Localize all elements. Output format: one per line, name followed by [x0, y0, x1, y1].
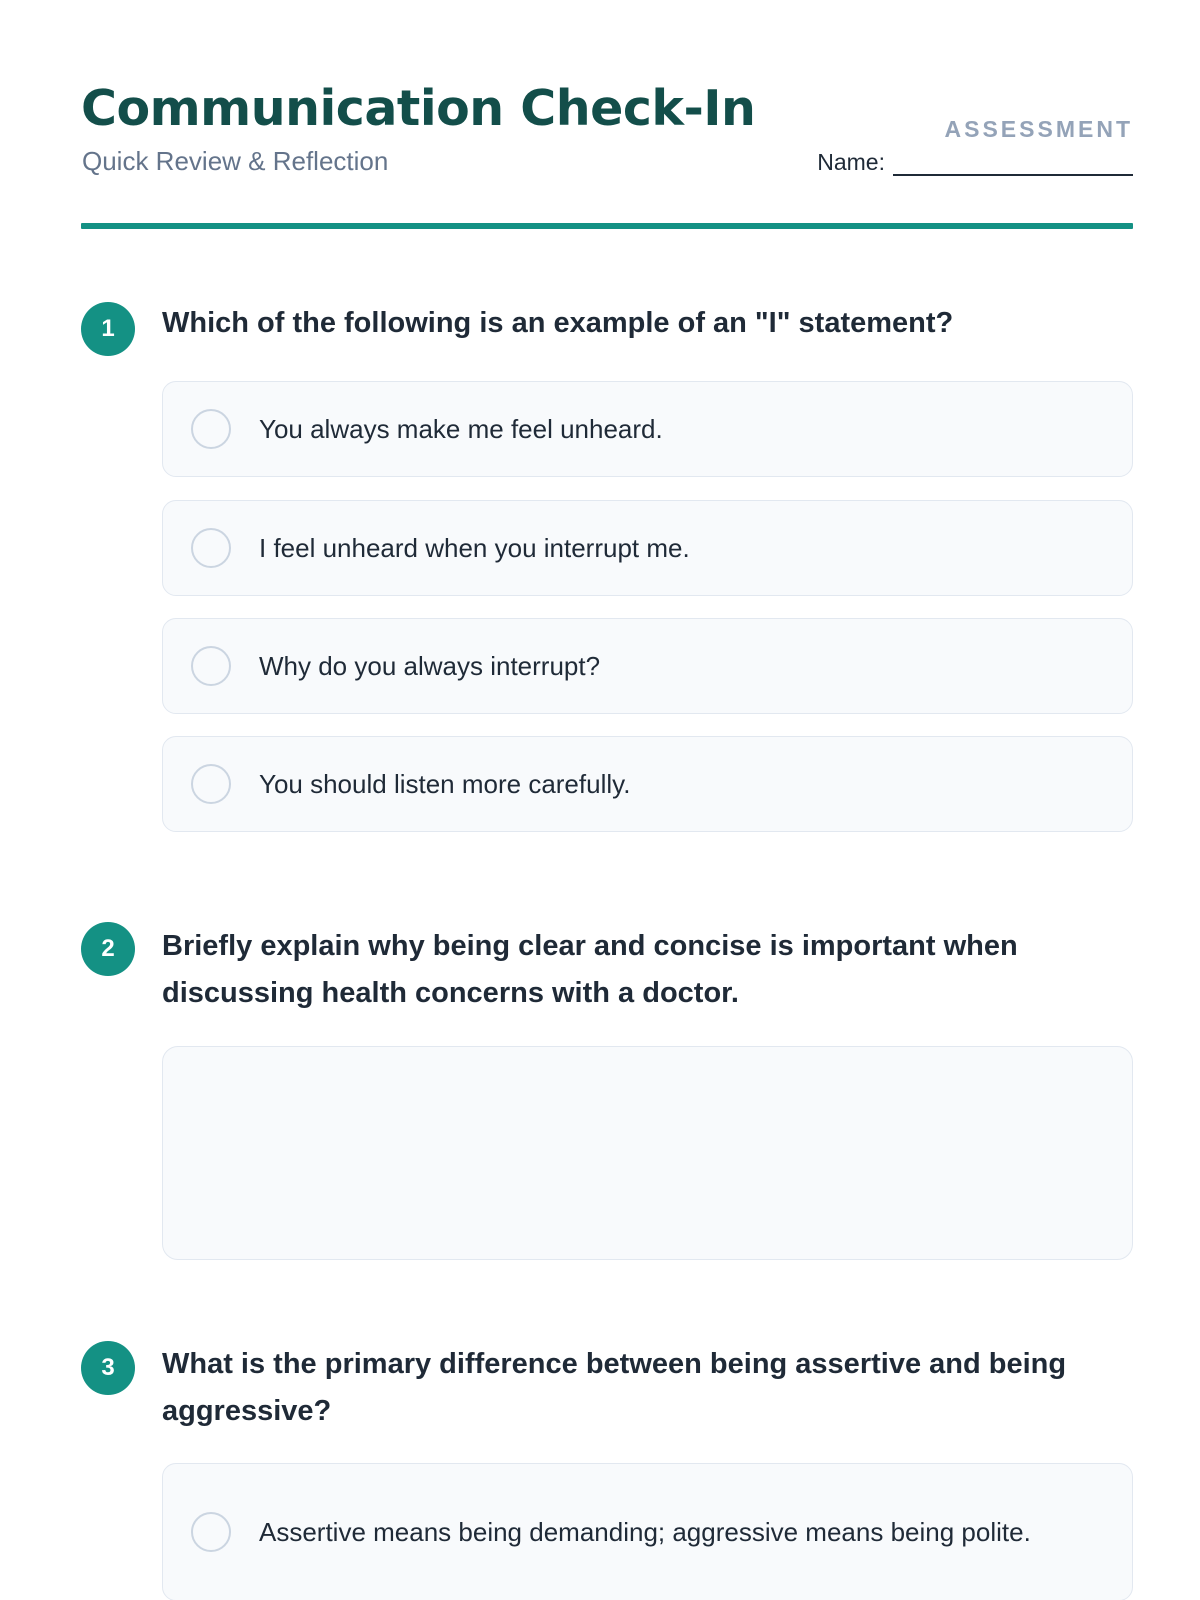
question-number-badge: 1 [81, 302, 135, 356]
question-number-badge: 2 [81, 922, 135, 976]
assessment-badge: ASSESSMENT [944, 116, 1133, 142]
header-divider [81, 223, 1133, 229]
name-blank-line[interactable] [893, 150, 1133, 176]
radio-button[interactable] [191, 409, 231, 449]
radio-button[interactable] [191, 764, 231, 804]
short-answer-textarea[interactable] [162, 1046, 1133, 1260]
question-text: Briefly explain why being clear and concise is important when discussing health concerns with a doctor. [162, 930, 1018, 1009]
option-label: You always make me feel unheard. [259, 414, 663, 444]
name-field-row [817, 149, 1133, 176]
option-label: You should listen more carefully. [259, 769, 631, 799]
option-label: I feel unheard when you interrupt me. [259, 533, 690, 563]
worksheet-page [81, 0, 1133, 1600]
answer-option[interactable] [162, 736, 1133, 832]
option-label: Assertive means being demanding; aggressive means being polite. [259, 1517, 1031, 1547]
radio-button[interactable] [191, 1512, 231, 1552]
question-number-badge: 3 [81, 1341, 135, 1395]
answer-option[interactable] [162, 618, 1133, 714]
question-text: What is the primary difference between being assertive and being aggressive? [162, 1348, 1067, 1427]
option-label: Why do you always interrupt? [259, 651, 601, 681]
name-label: Name: [817, 149, 885, 175]
page-title: Communication Check-In [81, 80, 756, 137]
question-text: Which of the following is an example of an "I" statement? [162, 307, 954, 339]
answer-option[interactable] [162, 1463, 1133, 1600]
worksheet-header [81, 80, 1133, 230]
answer-option[interactable] [162, 500, 1133, 596]
radio-button[interactable] [191, 528, 231, 568]
page-subtitle: Quick Review & Reflection [82, 146, 389, 176]
answer-option[interactable] [162, 381, 1133, 477]
radio-button[interactable] [191, 646, 231, 686]
